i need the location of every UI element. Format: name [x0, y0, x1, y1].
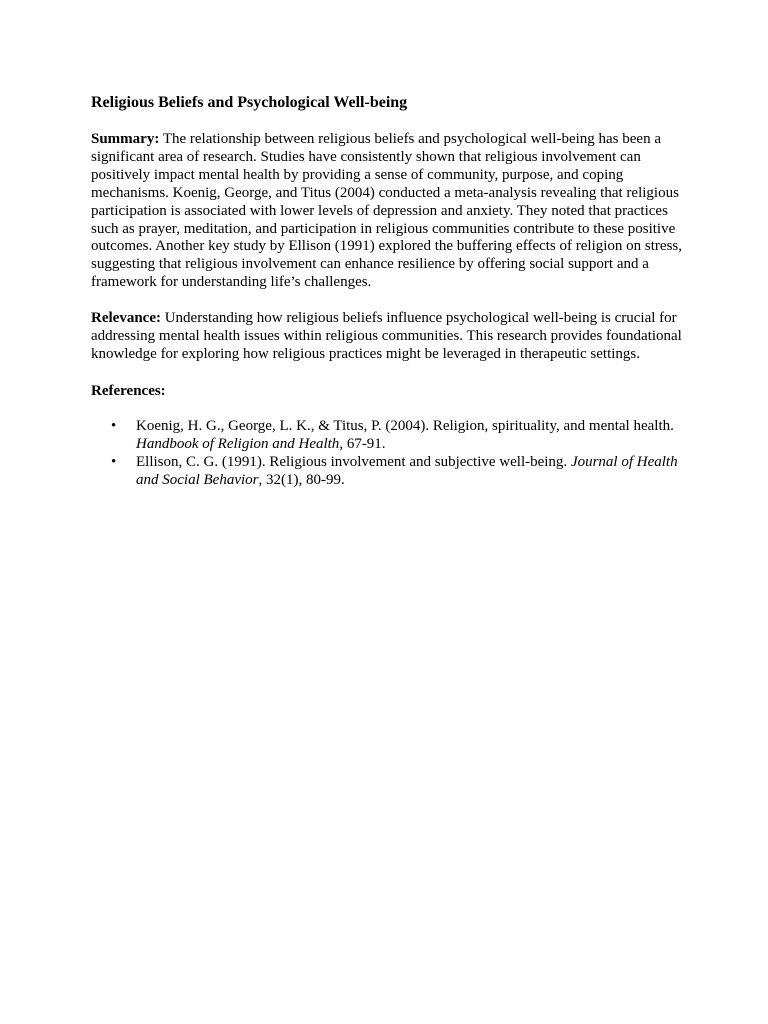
summary-text: The relationship between religious beliefs and psychological well-being has been a significant area of research. Studies have consistently shown that religious involvement can positively impact mental health by providing a sense of community, purpose, and coping mechanisms. Koenig, George, and Titus (2004) conducted a meta-analysis revealing that religious participation is associated with lower levels of depression and anxiety. They noted that practices such as prayer, meditation, and participation in religious communities contribute to these positive outcomes. Another key study by Ellison (1991) explored the buffering effects of religion on stress, suggesting that religious involvement can enhance resilience by offering social support and a framework for understanding life’s challenges. — [91, 131, 682, 291]
reference-item — [91, 454, 683, 490]
document-page — [91, 92, 683, 490]
bullet-icon: • — [111, 453, 117, 470]
references-heading: References: — [91, 382, 166, 399]
reference-source-title: Handbook of Religion and Health — [136, 435, 340, 452]
relevance-text: Understanding how religious beliefs influence psychological well-being is crucial for addressing mental health issues within religious communities. This research provides foundational knowledge for exploring how religious practices might be leveraged in therapeutic settings. — [91, 310, 682, 362]
relevance-paragraph — [91, 310, 683, 364]
reference-text: Ellison, C. G. (1991). Religious involvement and subjective well-being. — [136, 453, 571, 470]
reference-item — [91, 418, 683, 454]
summary-label: Summary: — [91, 131, 160, 147]
reference-source-title: Journal of Health and Social Behavior — [136, 453, 678, 488]
reference-text: Koenig, H. G., George, L. K., & Titus, P. (2004). Religion, spirituality, and mental health. — [136, 417, 674, 434]
references-list — [91, 418, 683, 490]
document-title: Religious Beliefs and Psychological Well-being — [91, 94, 408, 111]
reference-pages: , 32(1), 80-99. — [258, 471, 345, 488]
reference-pages: , 67-91. — [339, 435, 386, 452]
relevance-label: Relevance: — [91, 310, 161, 327]
bullet-icon: • — [111, 417, 117, 434]
summary-paragraph — [91, 131, 683, 292]
